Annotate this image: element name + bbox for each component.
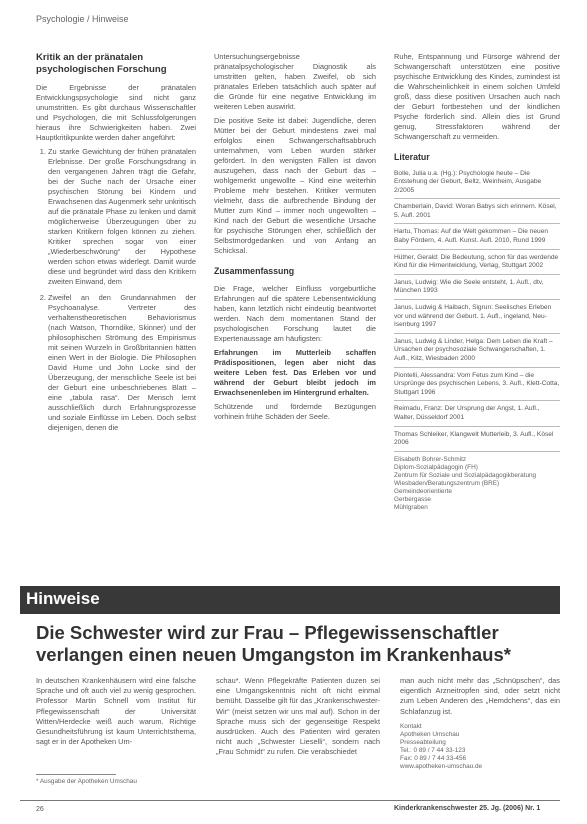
- literature-list: [394, 170, 560, 452]
- literature-entry: Janus, Ludwig & Haibach, Sigrun: Seelisches Erleben vor und während der Geburt. 1. Aufl., ingeland, Neu-Isenburg 1997: [394, 304, 560, 334]
- critique-list: [36, 147, 196, 433]
- literature-entry: Thomas Schleiker, Klangwelt Mutterleib, 3. Aufl., Kösel 2006: [394, 431, 560, 452]
- paragraph: Untersuchungsergebnisse pränatalpsychologischer Diagnostik als umstritten gelten, haben Zweifel, ob sich pränatales Erleben tatsächlich auch später auf die Gründe für eine negative Entwicklung im weiteren Leben auswirkt.: [214, 52, 376, 111]
- contact-line: www.apotheken-umschau.de: [400, 762, 483, 770]
- address-line: Wiesbaden/Beratungszentrum (BRE): [394, 479, 500, 487]
- critique-item-1: 1. Zu starke Gewichtung der frühen pränatalen Erlebnisse. Der große Forschungsdrang in den vergangenen Jahren trägt die Gefahr, bei der Suche nach der Ursache einer psychischen Störung bei Kindern und Erwachsenen das Augenmerk sehr unkritisch auf die pränatale Phase zu lenken und damit möglicherweise Überzeugungen über zu starken Kritikern folgen können zu ziehen. Kritiker sprechen sogar von einer „Wiederbeschwörung“ der Hypothese werden schon etwas widerlegt. Damit wurde diese und begründet wird dass den Kritikern zweiten Einwand, dem: [48, 147, 196, 287]
- banner-title: Hinweise: [26, 589, 100, 608]
- section-heading-kritik: Kritik an der pränatalen psychologischen Forschung: [36, 52, 167, 75]
- paragraph: Die Frage, welcher Einfluss vorgeburtliche Erfahrungen auf die spätere Lebensentwicklung haben, kann letztlich nicht eindeutig beantwortet werden. Nach dem momentanen Stand der psychologischen Forschung lautet die Expertenaussage am häufigsten:: [214, 283, 376, 343]
- column-3: [394, 52, 560, 512]
- paragraph: man auch nicht mehr das „Schnüpschen“, das eigentlich Arzneitropfen sind, oder setzt nicht zum Leben Anderen des „Hemdchens“, das ein Schlafanzug ist.: [400, 676, 560, 716]
- author-address: [394, 456, 560, 512]
- footer-rule: [20, 800, 560, 801]
- article-2-body: [36, 676, 560, 786]
- literature-entry: Hartu, Thomas: Auf die Welt gekommen – Die neuen Baby Fördern, 4. Aufl. Kunst. Aufl. 2010, Rund 1999: [394, 228, 560, 249]
- literature-entry: Bolle, Julia u.a. (Hg.): Psychologie heute – Die Entstehung der Geburt, Beltz, Weinheim, Ausgabe 2/2005: [394, 170, 560, 200]
- footnote: * Ausgabe der Apotheken Umschau: [36, 778, 137, 785]
- paragraph: Ruhe, Entspannung und Fürsorge während der Schwangerschaft unterstützen eine positive psychische Entwicklung des Kindes, zumindest ist die Wahrscheinlichkeit in einem solchen Umfeld groß, dass diese positiven Ursachen auch nach der Geburt fortbestehen und der kindlichen Psyche förderlich sind. Allein dies ist Grund genug, Stressfaktoren während der Schwangerschaft zu vermeiden.: [394, 52, 560, 141]
- journal-footer: Kinderkrankenschwester 25. Jg. (2006) Nr. 1: [394, 805, 541, 812]
- address-line: Zentrum für Soziale und Sozialpädagogikberatung: [394, 471, 537, 479]
- footnote-rule: [36, 774, 116, 775]
- running-head: Psychologie / Hinweise: [36, 14, 129, 24]
- paragraph: Schützende und fördernde Bezügungen vorhinein frühe Schäden der Seele.: [214, 401, 376, 421]
- contact-line: Presseabteilung: [400, 738, 446, 746]
- literature-entry: Piontelli, Alessandra: Vom Fetus zum Kind – die Ursprünge des psychischen Lebens, 3. Aufl., Klett-Cotta, Stuttgart 1996: [394, 372, 560, 402]
- intro-paragraph: Die Ergebnisse der pränatalen Entwicklungspsychologie sind nicht ganz unumstritten. Es gibt durchaus Wissenschaftler und Psychologen, die mit Schlussfolgerungen hieraus ihre Schwierigkeiten haben. Zwei Hauptkritikpunkte werden daher angeführt:: [36, 83, 196, 142]
- critique-item-2: 2. Zweifel an den Grundannahmen der Psychoanalyse. Vertreter des verhaltenstheoretischen Behaviorismus (nach Watson, Thorndike, Skinner) und der philosophischen Strömung des Empirismus mit seinen Wurzeln in Großbritannien hätten einen Wert in der Biologie. Die Philosophen David Hume und John Locke sind der Überzeugung, der menschliche Seele ist bei der Geburt eine unbeschriebenes Blatt – eine „tabula rasa“. Der Mensch lernt ausschließlich durch Erfahrungsprozesse und soziale Einflüsse im Leben. Doch selbst diejenigen, denen die: [48, 293, 196, 433]
- section-heading-zusammenfassung: Zusammenfassung: [214, 266, 295, 276]
- contact-line: Apotheken Umschau: [400, 730, 460, 738]
- article-2-column-3: [400, 676, 560, 771]
- address-line: Gerbergasse: [394, 495, 431, 503]
- contact-block: [400, 723, 560, 771]
- address-line: Gemeindeorientierte: [394, 487, 452, 495]
- literature-entry: Chamberlain, David: Woran Babys sich erinnern. Kösel, 5. Aufl. 2001: [394, 203, 560, 224]
- contact-line: Tel.: 0 89 / 7 44 33-123: [400, 746, 466, 754]
- literature-entry: Janus, Ludwig & Linder, Helga: Dem Leben die Kraft – Ursachen der psychosoziale Schwangerschaften, 1. Aufl., Kitz, Wiesbaden 2000: [394, 338, 560, 368]
- key-statement: Erfahrungen im Mutterleib schaffen Prädispositionen, legen aber nicht das weitere Leben fest. Das Erleben vor und während der Geburt bleibt jedoch im Erwachsenenleben im Hintergrund erhalten.: [214, 347, 376, 397]
- contact-line: Fax: 0 89 / 7 44 33-456: [400, 754, 467, 762]
- address-line: Elisabeth Bohrer-Schmitz: [394, 455, 467, 463]
- literature-entry: Janus, Ludwig: Wie die Seele entsteht, 1. Aufl., dtv, München 1993: [394, 279, 560, 300]
- address-line: Mühlgraben: [394, 503, 428, 511]
- column-1: [36, 52, 196, 439]
- paragraph: Die positive Seite ist dabei: Jugendliche, deren Mütter bei der Geburt mindestens zwei mal erfolglos einen Schwangerschaftsabbruch unternahmen, vom Leben wurden stärker gefördert. In den wenigsten Fällen ist davon auszugehen, dass nach der Geburt das – wohlgemerkt ungewollte – Kind eine weiterhin Probleme mehr bestehen. Kritiker vermuten vielmehr, dass die aufbrechende Bindung der Mutter zum Kind – immer noch ungewollten – Kind nach der Geburt die wesentliche Ursache für psychische Störungen eher, schließlich der Selbstmordgedanken und von Anfang an Schicksal.: [214, 116, 376, 255]
- article-body: [36, 52, 560, 572]
- literature-entry: Hüther, Gerald: Die Bedeutung, schon für das werdende Kind für die Hirnentwicklung, Verlag, Stuttgart 2002: [394, 254, 560, 275]
- contact-line: Kontakt: [400, 722, 422, 730]
- article-2-column-1: In deutschen Krankenhäusern wird eine falsche Sprache und oft auch viel zu wenig gesprochen. Professor Martin Schnell vom Institut für Pflegewissenschaft der Universität Witten/Herdecke weiß auch warum. Richtige Gesundheitsführung ist kaum Unterrichtsthema, sagt er in der Apotheken Um-: [36, 676, 196, 747]
- article-headline: Die Schwester wird zur Frau – Pflegewissenschaftler verlangen einen neuen Umgangston im Krankenhaus*: [36, 622, 511, 665]
- section-banner: [20, 586, 560, 614]
- column-2: [214, 52, 376, 426]
- article-2-column-2: schau*. Wenn Pflegekräfte Patienten duzen sei eine Umgangskenntnis nicht oft nicht einmal bemüht. Dasselbe gilt für das „Krankenschwester-Wir“ (meist setzen wir uns mal auf). Schon in der Sprache muss sich der gegenseitige Respekt ausdrücken. Auch des Patienten wird geraten nicht auch „Schwester Lieselli“, sondern nach „Frau Schmidt“ zu rufen. Die verabschiedet: [216, 676, 380, 757]
- address-line: Diplom-Sozialpädagogin (FH): [394, 463, 478, 471]
- section-heading-literatur: Literatur: [394, 152, 430, 162]
- literature-entry: Reimadu, Franz: Der Ursprung der Angst, 1. Aufl., Walter, Düsseldorf 2001: [394, 405, 560, 426]
- page-number: 26: [36, 806, 44, 813]
